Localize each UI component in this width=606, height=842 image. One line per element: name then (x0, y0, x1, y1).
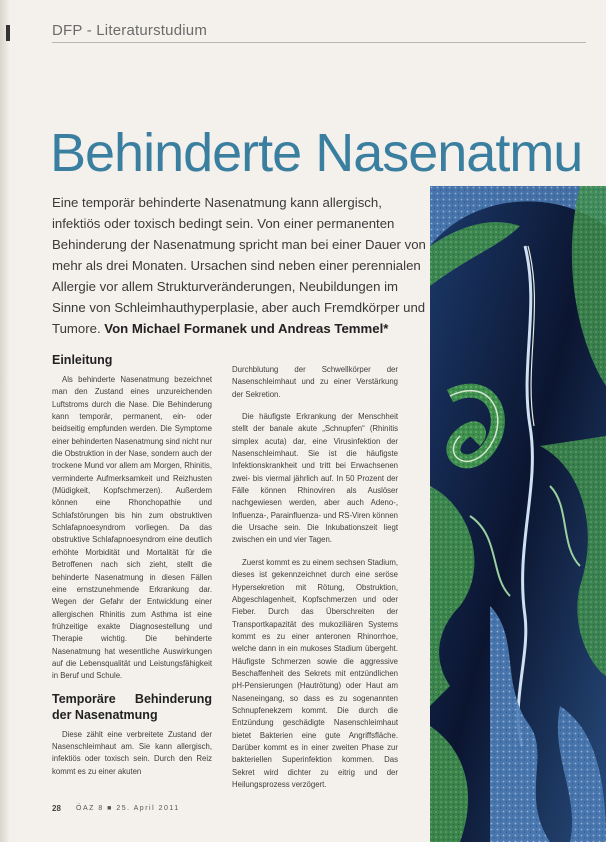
section-marker (6, 25, 10, 41)
article-title: Behinderte Nasenatmu (50, 123, 583, 184)
page-number: 28 (52, 804, 61, 813)
paragraph-mid-1: Durchblutung der Schwellkörper der Nasenschleimhaut und zu einer Verstärkung der Sekretion. (232, 365, 398, 399)
histology-image (430, 186, 606, 842)
paragraph-mid-2: Die häufigste Erkrankung der Menschheit stellt der banale akute „Schnupfen“ (Rhinitis simplex acuta) dar, eine Virusinfektion der Nasenschleimhaut. Sie ist die häufigste Infektionskrankheit und tritt bei Erwachsenen zwei- bis viermal jährlich auf. In 50 Prozent der Fälle können Rhinoviren als Auslöser nachgewiesen werden, aber auch Adeno-, Influenza-, Parainfluenza- und RS-Viren können die Ursache sein. Die Inkubationszeit liegt zwischen ein und vier Tagen. (232, 412, 398, 545)
heading-introduction: Einleitung (52, 353, 113, 367)
middle-column (232, 364, 398, 797)
article-lead (52, 192, 432, 339)
paragraph-temporary: Diese zählt eine verbreitete Zustand der Nasenschleimhaut am. Sie kann allergisch, infektiös oder toxisch sein. Durch den Reiz kommt es zu einer akuten (52, 729, 212, 776)
heading-temporary: Temporäre Behinderung der Nasenatmung (52, 691, 212, 722)
lead-text: Eine temporär behinderte Nasenatmung kann allergisch, infektiös oder toxisch bedingt sein. Von einer permanenten Behinderung der Nasenatmung spricht man bei einer Dauer von mehr als drei Monaten. Ursachen sind neben einer perennialen Allergie vor allem Strukturveränderungen, Neubildungen im Sinne von Schleimhauthyperplasie, aber auch Fremdkörper und Tumore. (52, 195, 426, 336)
left-column (52, 352, 212, 784)
paragraph-mid-3: Zuerst kommt es zu einem sechsen Stadium, dieses ist gekennzeichnet durch eine seröse Hypersekretion mit Rötung, Obstruktion, Abgeschlagenheit, Kopfschmerzen und oder Fieber. Durch das Überschreiten der Transportkapazität des mukoziliären Systems kommt es zu einer anteronen Rhinorrhoe, welche dann in ein mukoses Stadium übergeht. Häufigste Schmerzen sowie die aggressive Beschaffenheit des Sekrets mit entzündlichen pH-Pensierungen (Hautrötung) oder Haut am Naseneingang, so dass es zu sogenannten Schnupfenekzem kommt. Die durch die Entzündung geschädigte Nasenschleimhaut bietet Bakterien eine gute Angriffsfläche. Darüber kommt es in einer zweiten Phase zur bakteriellen Superinfektion kommen. Das Sekret wird dichter zu eitrig und der Heilungsprozess verzögert. (232, 557, 398, 789)
paragraph-introduction: Als behinderte Nasenatmung bezeichnet man den Zustand eines unzureichenden Luftstroms durch die Nase. Die Behinderung kann temporär, permanent, ein- oder beidseitig empfunden werden. Die Symptome einer behinderten Nasenatmung sind nicht nur die Obstruktion in der Nase, sondern auch der trockene Mund vor allem am Morgen, Rhinitis, verminderte Aufmerksamkeit und Reizhusten (Müdigkeit, Kopfschmerzen). Außerdem können eine Rhonchopathie und Schlafstörungen bis hin zum obstruktiven Schlafapnoesyndrom vorliegen. Da das obstruktive Schlafapnoesyndrom eine deutlich erhöhte Morbidität und Mortalität für die Betroffenen nach sich zieht, stellt die behinderte Nasenatmung in diesen Fällen eine ernstzunehmende Erkrankung dar. Wegen der Gefahr der Entwicklung einer allergischen Rhinitis zum Asthma ist eine frühzeitige exakte Diagnosestellung und Therapie wichtig. Die behinderte Nasenatmung hat wesentliche Auswirkungen auf die Lebensqualität und Leistungsfähigkeit in Beruf und Schule. (52, 375, 212, 681)
page-fold-shadow (0, 0, 10, 842)
header-rule (52, 42, 586, 43)
histology-figure (430, 186, 606, 842)
section-label: DFP - Literaturstudium (52, 22, 208, 39)
lead-authors: Von Michael Formanek und Andreas Temmel* (104, 321, 389, 336)
journal-line: ÖAZ 8 ■ 25. April 2011 (76, 805, 180, 812)
